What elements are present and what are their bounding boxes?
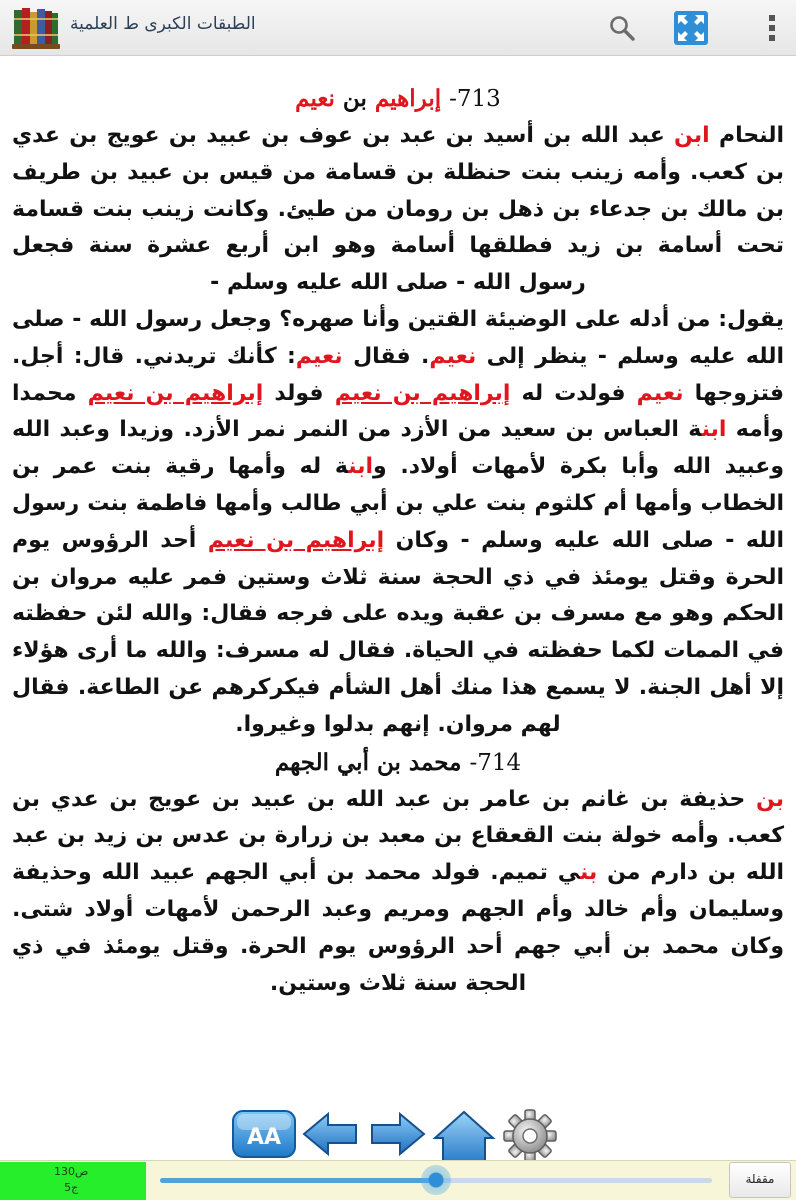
paragraph-text: فولدت له bbox=[510, 380, 637, 406]
paragraph-text: محمدا وأمه bbox=[12, 380, 784, 443]
paragraph-text: : كأنك تريدني. قال: أجل. فتزوجها bbox=[12, 343, 785, 406]
highlighted-term: بن bbox=[579, 860, 598, 886]
highlighted-name: نعيم bbox=[295, 85, 335, 112]
entry-title bbox=[12, 80, 784, 118]
app-title: الطبقات الكبرى ط العلمية bbox=[70, 14, 256, 34]
paragraph-text: ة له وأمها رقية بنت عمر بن الخطاب وأمها أم كلثوم بنت علي بن أبي طالب وأمها فاطمة بنت رسول الله - صلى الله عليه وسلم - وكان bbox=[12, 454, 784, 553]
highlighted-term: نعيم bbox=[636, 380, 684, 406]
font-button-label: AA bbox=[246, 1125, 282, 1150]
entry-title bbox=[12, 744, 784, 782]
highlighted-term: ابن bbox=[348, 454, 374, 480]
paragraph-text: حذيفة بن غانم بن عامر بن عبد الله بن عبيد بن عويج بن عدي بن كعب. وأمه خولة بنت القعقاع بن معبد بن زرارة بن عدس بن زيد بن عبد الله بن دارم من bbox=[12, 786, 785, 886]
paragraph-text: النحام bbox=[709, 123, 784, 148]
paragraph bbox=[12, 118, 784, 302]
paragraph-text: فولد bbox=[263, 380, 335, 406]
paragraph-text: ة العباس بن سعيد من الأزد من النمر نمر الأزد. وزيدا وعبد الله وعبيد الله وأبا بكرة لأمهات أولاد. و bbox=[12, 417, 784, 480]
page-slider-thumb[interactable] bbox=[421, 1165, 451, 1195]
highlighted-term: ابن bbox=[701, 417, 727, 443]
previous-page-button[interactable] bbox=[300, 1108, 360, 1160]
paragraph-text: يقول: من أدله على الوضيئة القتين وأنا صهره؟ وجعل رسول الله - صلى الله عليه وسلم - ينظر إلى bbox=[12, 306, 784, 369]
highlighted-term: إبراهيم بن نعيم bbox=[334, 380, 511, 406]
highlighted-term: نعيم bbox=[429, 343, 477, 369]
font-size-button[interactable] bbox=[231, 1108, 297, 1160]
entry-name-text: بن bbox=[334, 85, 375, 112]
highlighted-term: ابن bbox=[674, 123, 710, 148]
page-slider-fill bbox=[160, 1178, 436, 1183]
paragraph bbox=[12, 782, 784, 1003]
lock-button[interactable]: مقفلة bbox=[729, 1162, 791, 1198]
entry-number: 714- bbox=[469, 749, 522, 776]
part-number: ج5 bbox=[64, 1181, 79, 1194]
highlighted-term: إبراهيم بن نعيم bbox=[87, 380, 264, 406]
page-indicator bbox=[0, 1162, 146, 1200]
search-icon[interactable] bbox=[602, 8, 642, 48]
home-button[interactable] bbox=[431, 1108, 497, 1164]
highlighted-name: إبراهيم bbox=[374, 85, 442, 112]
entry-number: 713- bbox=[449, 86, 501, 112]
paragraph-text: أحد الرؤوس يوم الحرة وقتل يومئذ في ذي الحجة سنة ثلاث وستين فمر عليه مروان بن الحكم وهو مع مسرف بن عقبة ويده على فرجه فقال: والله لئن حفظته في الممات لكما حفظته في الحياة. فقال له مسرف: والله ما أرى هؤلاء إلا أهل الجنة. لا يسمع هذا منك أهل الشأم فيكركرهم عن الطاعة. فقال لهم مروان. إنهم بدلوا وغيروا. bbox=[12, 527, 784, 737]
paragraph-text: . فقال bbox=[342, 343, 430, 369]
highlighted-term: نعيم bbox=[295, 343, 343, 369]
highlighted-term: إبراهيم بن نعيم bbox=[207, 527, 385, 553]
page-number: ص130 bbox=[54, 1165, 89, 1178]
paragraph-text: عبد الله بن أسيد بن عبد بن عوف بن عبيد بن عويج بن عدي بن كعب. وأمه زينب بنت حنظلة بن قسامة من قيس بن عبيد بن طريف بن مالك بن جدعاء بن ذهل بن رومان من طيئ. وكانت زينب بنت قسامة تحت أسامة بن زيد فطلقها أسامة وهو ابن أربع عشرة سنة فجعل رسول الله - صلى الله عليه وسلم - bbox=[12, 123, 784, 296]
book-text-area bbox=[0, 56, 796, 1096]
settings-button[interactable] bbox=[497, 1108, 563, 1164]
paragraph-text: ي تميم. فولد محمد بن أبي الجهم عبيد الله وحذيفة وسليمان وأم خالد وأم الجهم ومريم وعبد الرحمن لأمهات أولاد شتى. وكان محمد بن أبي جهم أحد الرؤوس يوم الحرة. وقتل يومئذ في ذي الحجة سنة ثلاث وستين. bbox=[12, 860, 784, 996]
highlighted-term: بن bbox=[755, 786, 784, 812]
next-page-button[interactable] bbox=[368, 1108, 428, 1160]
overflow-menu-icon[interactable] bbox=[752, 8, 792, 48]
entry-name-text: محمد بن أبي الجهم bbox=[274, 748, 462, 776]
action-bar bbox=[0, 0, 796, 56]
books-icon[interactable] bbox=[10, 4, 62, 52]
expand-icon[interactable] bbox=[671, 8, 711, 48]
paragraph bbox=[12, 302, 784, 744]
